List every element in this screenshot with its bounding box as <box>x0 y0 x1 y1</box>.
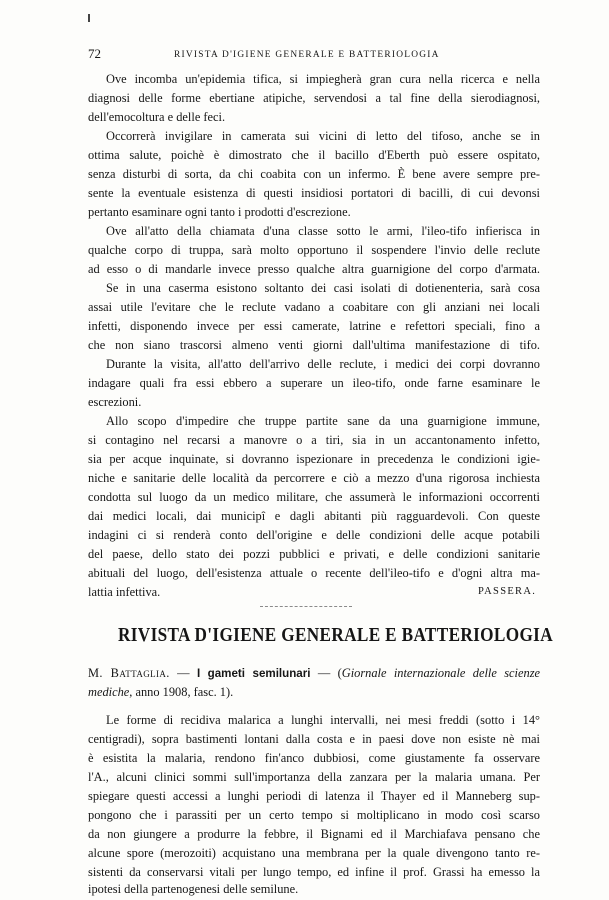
body-line: ottima salute, poichè è dimostrato che il bacillo d'Eberth può essere ospitato, <box>88 148 540 162</box>
body-line: ad esso o di mandarle invece presso qualche altra guarnigione del corpo d'armata. <box>88 262 540 276</box>
citation-open: — ( <box>310 666 342 680</box>
body-line: sia per acque inquinate, si dovranno ispezionare in precedenza le condizioni igie- <box>88 452 540 466</box>
body-line: Se in una caserma esistono soltanto dei casi isolati di dotienenteria, sarà cosa <box>106 281 540 295</box>
body-line: assai utile l'evitare che le reclute vadano a coabitare con gli anziani nei locali <box>88 300 540 314</box>
page-header <box>88 46 548 62</box>
body-line: infetti, disponendo invece per essi camerate, latrine e refettori speciali, fino a <box>88 319 540 333</box>
abstract-line: sistenti da conservarsi vitali per lungo tempo, ed infine il prof. Grassi ha emesso la <box>88 865 540 879</box>
citation-journal-cont: mediche <box>88 685 130 699</box>
body-line: del paese, dello stato dei pozzi pubblici e privati, e delle condizioni sanitarie <box>88 547 540 561</box>
body-line: dai medici locali, dai municipî e dagli abitanti più ragguardevoli. Con queste <box>88 509 540 523</box>
citation-line-2 <box>88 683 540 701</box>
abstract-line: spiegare questi accessi a lunghi periodi di latenza il Thayer ed il Manneberg sup- <box>88 789 540 803</box>
body-line: indagini ci si renderà conto dell'origine e delle condizioni delle acque potabili <box>88 528 540 542</box>
body-line: indagare quali fra essi ebbero a superare un ileo-tifo, onde farne esaminare le <box>88 376 540 390</box>
body-line: senza disturbi di sorta, da chi coabita con un infermo. È bene avere sempre pre- <box>88 167 540 181</box>
body-line: qualche corpo di truppa, sarà molto opportuno il sospendere l'invio delle reclute <box>88 243 540 257</box>
abstract-line: pongono che i parassiti per un certo tempo si moltiplicano in modo così scarso <box>88 808 540 822</box>
body-line: escrezioni. <box>88 395 142 409</box>
body-line: si contagino nel recarsi a manovre o a tiri, sia in un accantonamento infetto, <box>88 433 540 447</box>
body-line: dell'emocoltura e delle feci. <box>88 110 226 124</box>
print-mark <box>88 14 90 22</box>
page-number: 72 <box>88 46 101 61</box>
body-line: Ove incomba un'epidemia tifica, si impiegherà gran cura nella ricerca e nella <box>106 72 540 86</box>
abstract-line: ipotesi della partenogenesi delle semilune. <box>88 882 299 896</box>
body-line: abituali del luogo, dell'esistenza attuale o recente dell'ileo-tifo e d'ogni altra ma- <box>88 566 540 580</box>
body-line: condotta sul luogo da un medico militare, che assumerà le informazioni occorrenti <box>88 490 540 504</box>
body-line: Durante la visita, all'atto dell'arrivo delle reclute, i medici dei corpi dovranno <box>106 357 540 371</box>
abstract-line: è esistita la malaria, rendono fin'anco dubbiosi, come giustamente fa osservare <box>88 751 540 765</box>
running-head: RIVISTA D'IGIENE GENERALE E BATTERIOLOGIA <box>174 50 440 60</box>
body-line: Allo scopo d'impedire che truppe partite sane da una guarnigione immune, <box>106 414 540 428</box>
body-line: diagnosi delle forme ebertiane atipiche, servendosi a tal fine della sierodiagnosi, <box>88 91 540 105</box>
abstract-line: da non giungere a produrre la febbre, il Bignami ed il Marchiafava pensano che <box>88 827 540 841</box>
citation-line <box>88 664 540 682</box>
body-line: lattia infettiva. <box>88 585 161 599</box>
body-line: Ove all'atto della chiamata d'una classe sotto le armi, l'ileo-tifo infierisca in <box>106 224 540 238</box>
body-line: pertanto esaminare ogni tanto i prodotti d'escrezione. <box>88 205 351 219</box>
body-line: che non siano trascorsi almeno venti giorni dall'ultima manifestazione di tifo. <box>88 338 540 352</box>
body-line: Occorrerà invigilare in camerata sui vicini di letto del tifoso, anche se in <box>106 129 540 143</box>
abstract-line: l'A., alcuni clinici sommi sull'importanza della zanzara per la malaria umana. Per <box>88 770 540 784</box>
citation-author: M. Battaglia. <box>88 666 170 680</box>
author-signature: PASSERA. <box>478 586 537 597</box>
section-divider <box>260 606 352 607</box>
abstract-line: Le forme di recidiva malarica a lunghi intervalli, nei mesi freddi (sotto i 14° <box>106 713 540 727</box>
citation-journal: Giornale internazionale delle scienze <box>341 666 541 680</box>
body-line: sente la eventuale esistenza di questi insidiosi portatori di bacilli, di cui devonsi <box>88 186 540 200</box>
citation-details: , anno 1908, fasc. 1). <box>129 685 234 699</box>
citation-dash: — <box>169 666 197 680</box>
section-title: RIVISTA D'IGIENE GENERALE E BATTERIOLOGIA <box>118 624 553 646</box>
body-line: niche e sanitarie delle località da percorrere e ciò a mezzo d'una rigorosa inchiesta <box>88 471 540 485</box>
citation-title: I gameti semilunari <box>196 667 311 680</box>
abstract-line: centigradi), sopra bastimenti lontani dalla costa e in paesi dove non esiste nè mai <box>88 732 540 746</box>
abstract-line: alcune spore (merozoiti) acquistano una membrana per la quale divengono tanto re- <box>88 846 540 860</box>
